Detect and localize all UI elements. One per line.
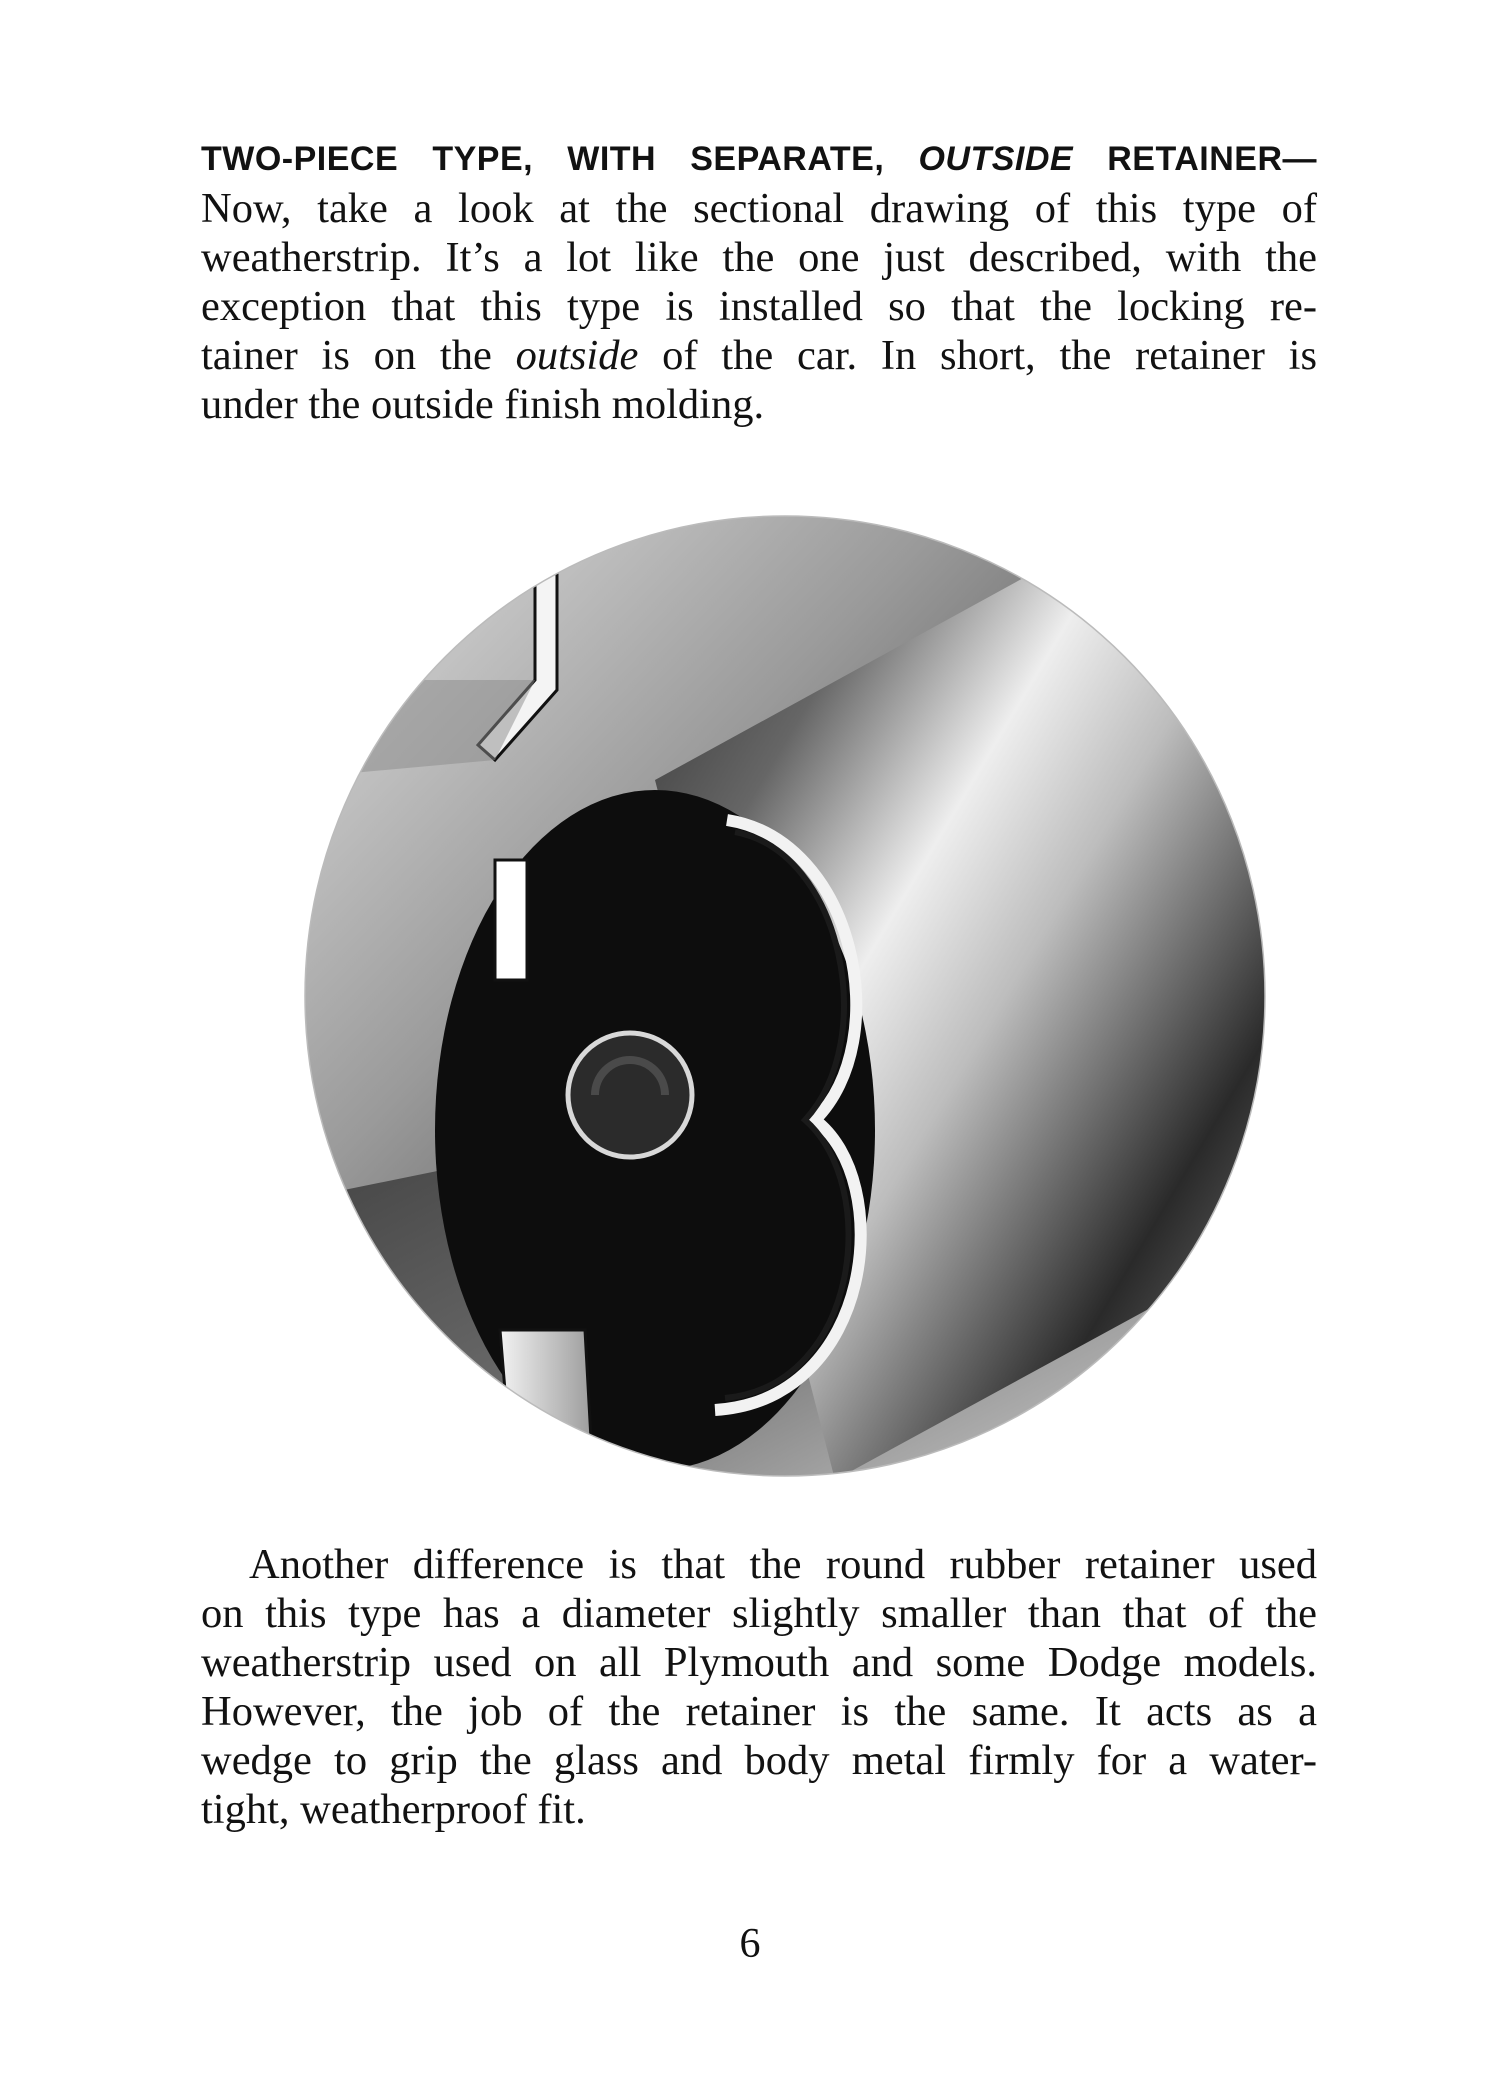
- section-heading: TWO-PIECE TYPE, WITH SEPARATE, OUTSIDE RETAINER—: [201, 140, 1317, 178]
- intro-paragraph: [201, 132, 1317, 429]
- flange-lip: [495, 860, 527, 980]
- weatherstrip-section-illustration: [295, 480, 1275, 1512]
- text-line: tight, weatherproof fit.: [201, 1786, 586, 1833]
- text-line: wedge to grip the glass and body metal firmly for a water-: [201, 1737, 1317, 1784]
- text-line: tainer is on the outside of the car. In short, the retainer is: [201, 332, 1318, 379]
- round-retainer: [568, 1033, 692, 1157]
- text-line: However, the job of the retainer is the same. It acts as a: [201, 1688, 1317, 1735]
- body-paragraph: [201, 1540, 1317, 1834]
- text-line: exception that this type is installed so that the locking re-: [201, 283, 1317, 330]
- text-line: Another difference is that the round rubber retainer used: [249, 1541, 1317, 1588]
- illustration-clip-group: [295, 480, 1275, 1512]
- text-line: on this type has a diameter slightly smaller than that of the: [201, 1590, 1317, 1637]
- text-line: weatherstrip used on all Plymouth and some Dodge models.: [201, 1639, 1317, 1686]
- text-line: weatherstrip. It’s a lot like the one just described, with the: [201, 234, 1317, 281]
- text-line: under the outside finish molding.: [201, 381, 765, 428]
- page-number: 6: [739, 1921, 761, 1967]
- glass-panel: [500, 1330, 595, 1512]
- paragraph-heading-line: [201, 132, 1317, 184]
- text-line: Now, take a look at the sectional drawing of this type of: [201, 185, 1317, 232]
